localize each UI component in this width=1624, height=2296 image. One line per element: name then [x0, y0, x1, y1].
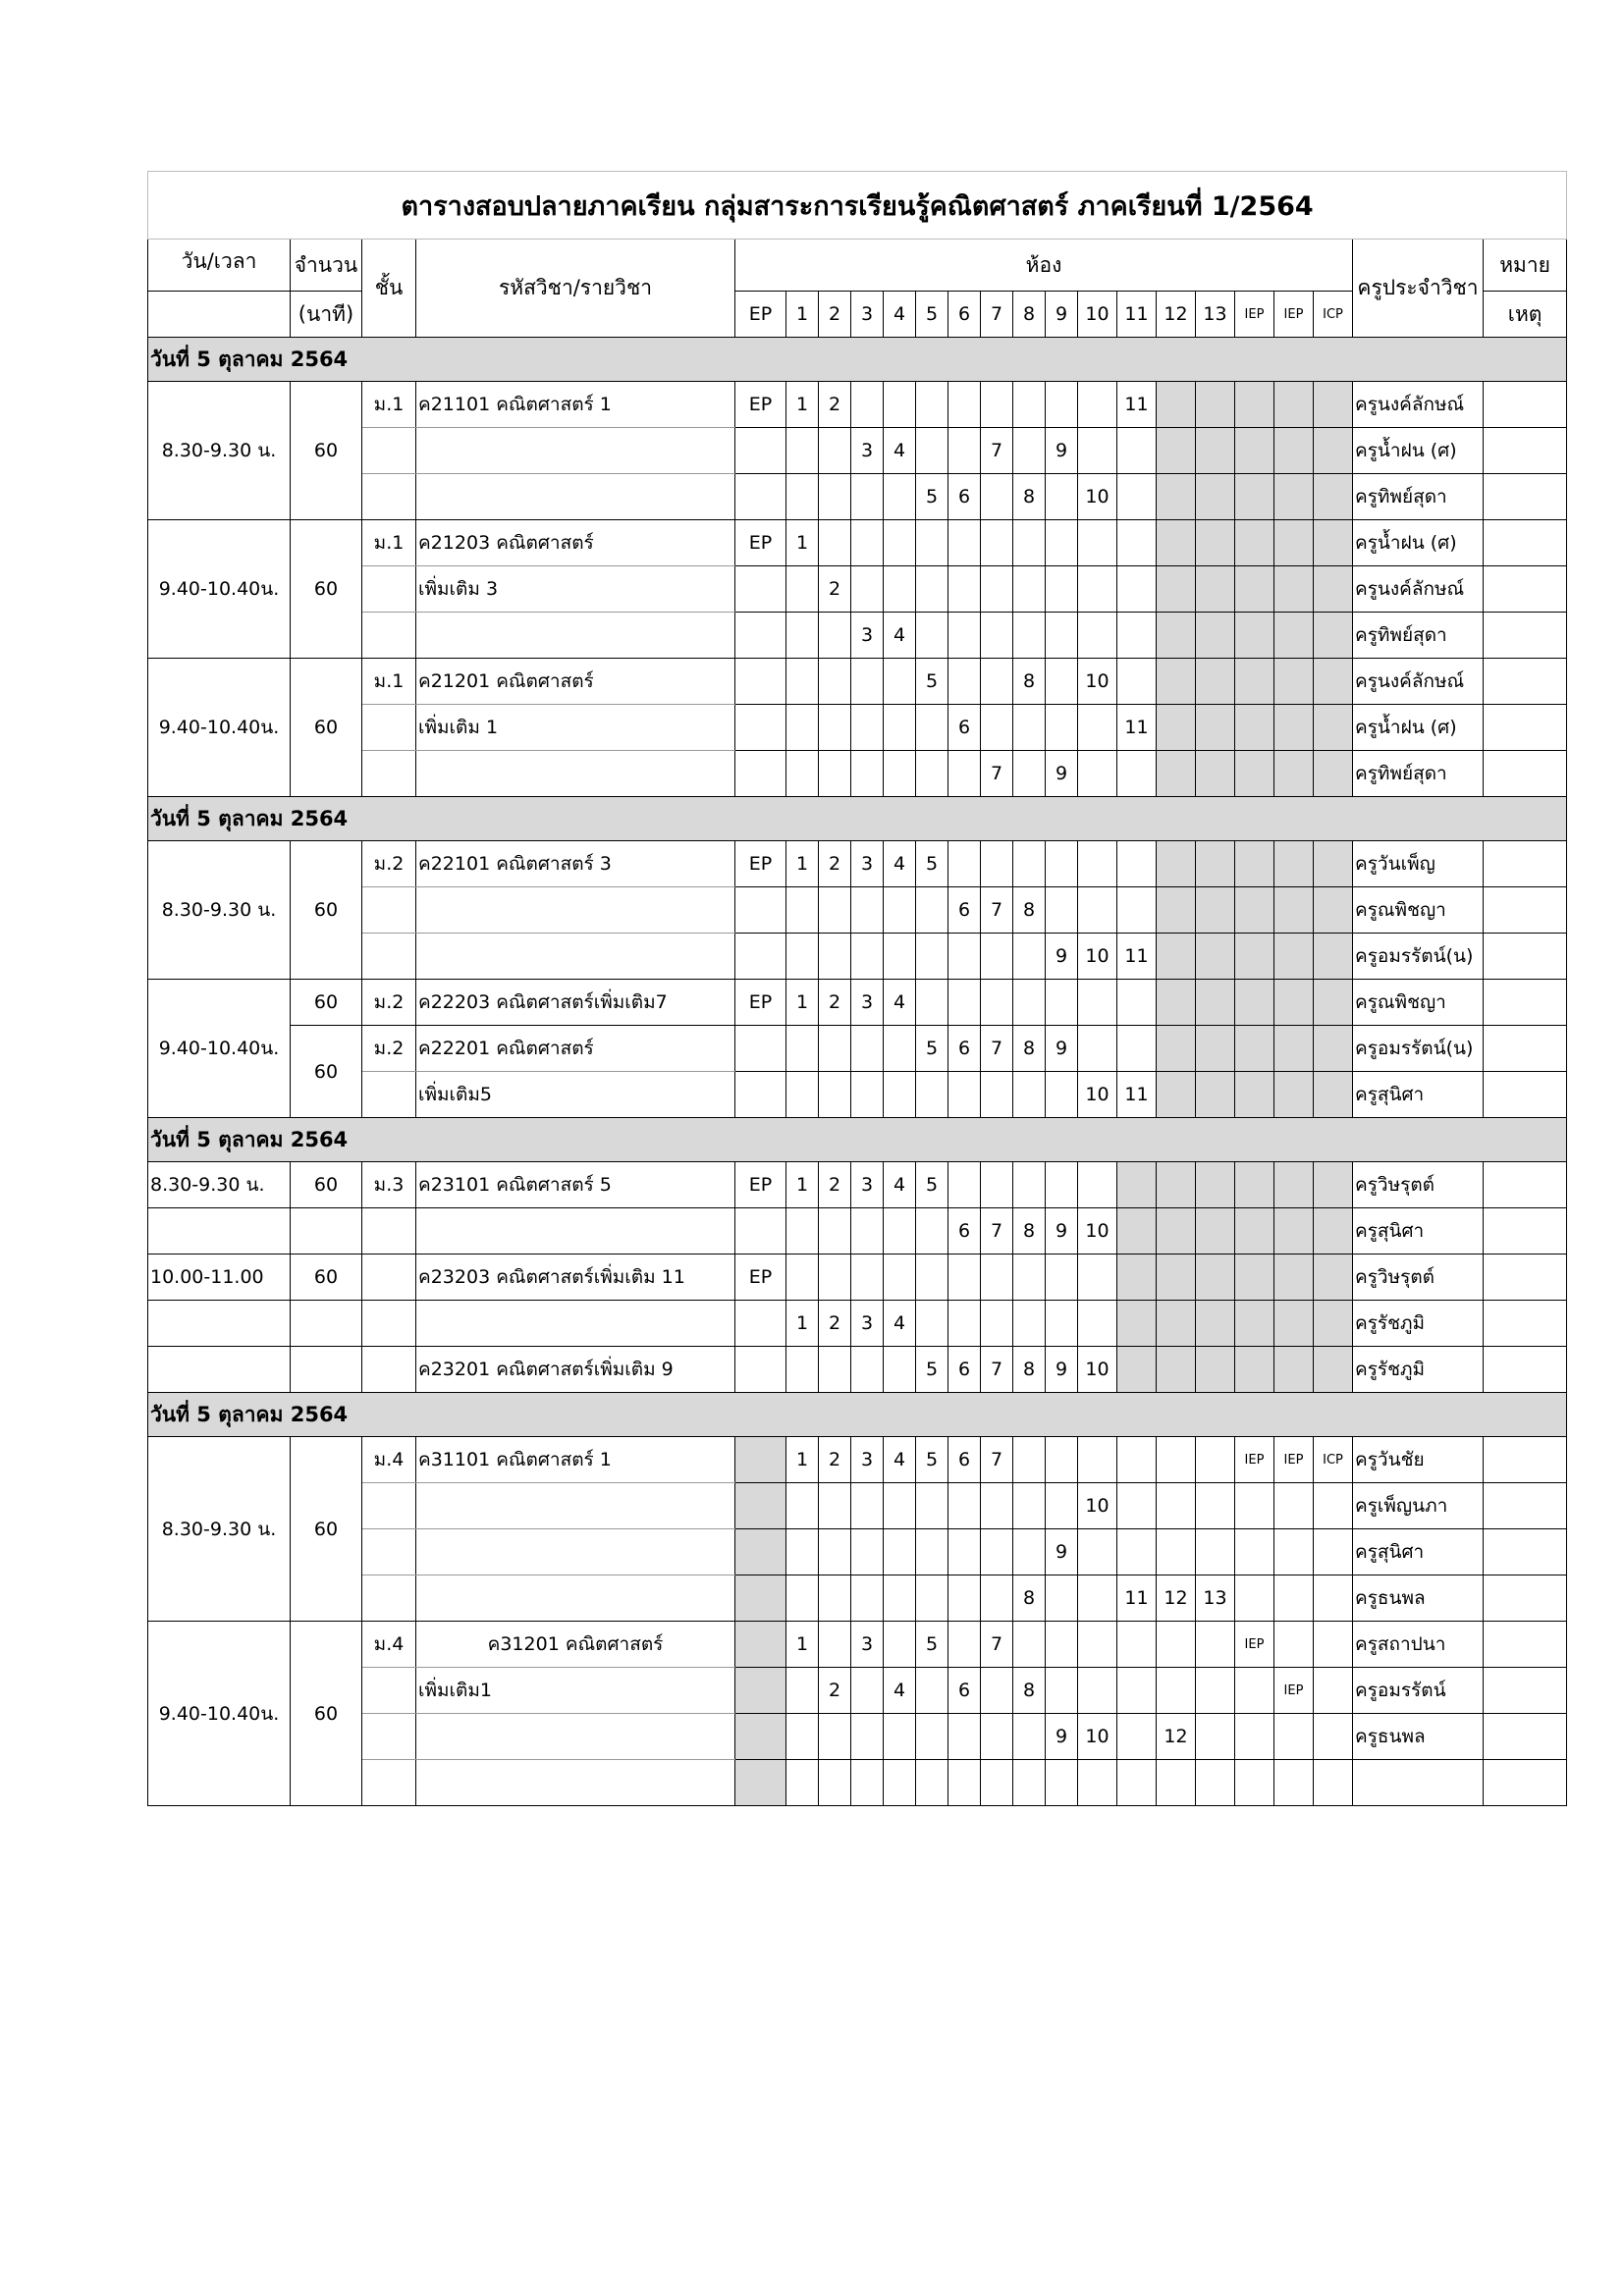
subject-name: ค22201 คณิตศาสตร์ — [416, 1026, 735, 1072]
exam-minutes: 60 — [291, 841, 362, 980]
room-cell: 1 — [786, 382, 819, 428]
page-title: ตารางสอบปลายภาคเรียน กลุ่มสาระการเรียนรู้คณิตศาสตร์ ภาคเรียนที่ 1/2564 — [148, 172, 1567, 240]
room-cell: 3 — [851, 1301, 884, 1347]
room-cell: 9 — [1046, 428, 1078, 474]
room-cell: 3 — [851, 1437, 884, 1483]
room-cell: 4 — [884, 980, 916, 1026]
room-cell: 7 — [981, 1622, 1013, 1668]
teacher-name: ครูนงค์ลักษณ์ — [1353, 566, 1484, 613]
room-header: 8 — [1013, 292, 1046, 338]
room-cell: 8 — [1013, 887, 1046, 934]
teacher-name: ครูธนพล — [1353, 1714, 1484, 1760]
room-header: 11 — [1117, 292, 1157, 338]
teacher-name: ครูนงค์ลักษณ์ — [1353, 659, 1484, 705]
exam-time: 10.00-11.00 — [148, 1255, 291, 1301]
room-cell: 10 — [1078, 1714, 1117, 1760]
grade-level: ม.4 — [362, 1622, 416, 1668]
teacher-name: ครูอมรรัตน์(น) — [1353, 1026, 1484, 1072]
room-cell: 5 — [916, 841, 948, 887]
subject-name-cont: เพิ่มเติม 1 — [416, 705, 735, 751]
room-cell: 2 — [819, 1668, 851, 1714]
room-cell: 9 — [1046, 1026, 1078, 1072]
grade-level: ม.4 — [362, 1437, 416, 1483]
day-heading: วันที่ 5 ตุลาคม 2564 — [148, 1118, 1567, 1162]
room-header: IEP — [1274, 292, 1314, 338]
room-cell: 7 — [981, 1208, 1013, 1255]
room-cell: 5 — [916, 1026, 948, 1072]
teacher-name: ครูสุนิศา — [1353, 1208, 1484, 1255]
room-cell: 8 — [1013, 474, 1046, 520]
room-cell: 11 — [1117, 1072, 1157, 1118]
room-header: 6 — [948, 292, 981, 338]
header-note-2: เหตุ — [1484, 292, 1567, 338]
room-cell: 10 — [1078, 659, 1117, 705]
room-cell: 11 — [1117, 934, 1157, 980]
subject-name: ค31201 คณิตศาสตร์ — [416, 1622, 735, 1668]
exam-time: 8.30-9.30 น. — [148, 1162, 291, 1208]
teacher-name: ครูวันชัย — [1353, 1437, 1484, 1483]
day-heading: วันที่ 5 ตุลาคม 2564 — [148, 1393, 1567, 1437]
subject-name-cont: เพิ่มเติม5 — [416, 1072, 735, 1118]
room-cell: EP — [735, 1162, 786, 1208]
teacher-name: ครูณพิชญา — [1353, 887, 1484, 934]
room-cell: ICP — [1314, 1437, 1353, 1483]
room-cell: 9 — [1046, 751, 1078, 797]
room-cell: 12 — [1157, 1714, 1196, 1760]
room-cell: 2 — [819, 566, 851, 613]
room-cell: 2 — [819, 1162, 851, 1208]
exam-minutes: 60 — [291, 1437, 362, 1622]
room-cell: EP — [735, 382, 786, 428]
room-cell: 9 — [1046, 1208, 1078, 1255]
subject-name: ค23201 คณิตศาสตร์เพิ่มเติม 9 — [416, 1347, 735, 1393]
exam-minutes: 60 — [291, 659, 362, 797]
room-cell: 1 — [786, 1162, 819, 1208]
room-cell: 11 — [1117, 705, 1157, 751]
teacher-name: ครูสุนิศา — [1353, 1529, 1484, 1575]
room-cell: 2 — [819, 980, 851, 1026]
room-cell: 10 — [1078, 1208, 1117, 1255]
header-day-time: วัน/เวลา — [148, 240, 291, 292]
room-cell: EP — [735, 980, 786, 1026]
room-cell: 9 — [1046, 1347, 1078, 1393]
exam-minutes: 60 — [291, 382, 362, 520]
room-header: 12 — [1157, 292, 1196, 338]
subject-name: ค31101 คณิตศาสตร์ 1 — [416, 1437, 735, 1483]
room-header: 13 — [1196, 292, 1235, 338]
subject-name: ค22101 คณิตศาสตร์ 3 — [416, 841, 735, 887]
exam-time: 9.40-10.40น. — [148, 520, 291, 659]
header-amount: จำนวน — [291, 240, 362, 292]
subject-name-cont: เพิ่มเติม1 — [416, 1668, 735, 1714]
teacher-name: ครูวิษรุตต์ — [1353, 1255, 1484, 1301]
grade-level: ม.1 — [362, 520, 416, 566]
teacher-name: ครูวิษรุตต์ — [1353, 1162, 1484, 1208]
room-cell: 4 — [884, 428, 916, 474]
teacher-name: ครูสุนิศา — [1353, 1072, 1484, 1118]
subject-name: ค22203 คณิตศาสตร์เพิ่มเติม7 — [416, 980, 735, 1026]
room-cell: 4 — [884, 613, 916, 659]
room-cell: 5 — [916, 1622, 948, 1668]
exam-time: 8.30-9.30 น. — [148, 1437, 291, 1622]
room-cell: 4 — [884, 841, 916, 887]
room-cell: 6 — [948, 1668, 981, 1714]
teacher-name: ครูธนพล — [1353, 1575, 1484, 1622]
room-header: 10 — [1078, 292, 1117, 338]
room-cell: 1 — [786, 841, 819, 887]
teacher-name: ครูทิพย์สุดา — [1353, 613, 1484, 659]
room-cell: 4 — [884, 1162, 916, 1208]
grade-level: ม.2 — [362, 980, 416, 1026]
room-header: ICP — [1314, 292, 1353, 338]
header-subject: รหัสวิชา/รายวิชา — [416, 240, 735, 338]
room-cell: 8 — [1013, 1575, 1046, 1622]
room-cell: 13 — [1196, 1575, 1235, 1622]
room-cell: 6 — [948, 474, 981, 520]
room-cell: 6 — [948, 1026, 981, 1072]
room-cell: 8 — [1013, 1208, 1046, 1255]
room-cell: 4 — [884, 1668, 916, 1714]
exam-time: 8.30-9.30 น. — [148, 382, 291, 520]
exam-minutes: 60 — [291, 980, 362, 1026]
room-cell: 7 — [981, 751, 1013, 797]
room-cell: 11 — [1117, 382, 1157, 428]
room-cell: 6 — [948, 887, 981, 934]
teacher-name: ครูอมรรัตน์ — [1353, 1668, 1484, 1714]
teacher-name: ครูน้ำฝน (ศ) — [1353, 705, 1484, 751]
room-cell: 1 — [786, 1437, 819, 1483]
room-cell: 12 — [1157, 1575, 1196, 1622]
room-cell: 3 — [851, 1622, 884, 1668]
room-cell: IEP — [1274, 1437, 1314, 1483]
grade-level: ม.3 — [362, 1162, 416, 1208]
teacher-name: ครูน้ำฝน (ศ) — [1353, 520, 1484, 566]
room-cell: 1 — [786, 1301, 819, 1347]
day-heading: วันที่ 5 ตุลาคม 2564 — [148, 338, 1567, 382]
exam-minutes: 60 — [291, 520, 362, 659]
room-cell: 6 — [948, 1437, 981, 1483]
room-header: 2 — [819, 292, 851, 338]
room-cell: IEP — [1274, 1668, 1314, 1714]
room-cell: 5 — [916, 659, 948, 705]
header-minutes: (นาที) — [291, 292, 362, 338]
room-cell: EP — [735, 520, 786, 566]
room-cell: IEP — [1235, 1437, 1274, 1483]
grade-level: ม.1 — [362, 382, 416, 428]
room-cell: 3 — [851, 841, 884, 887]
room-cell: 7 — [981, 1026, 1013, 1072]
room-cell: 1 — [786, 520, 819, 566]
room-cell: 10 — [1078, 1072, 1117, 1118]
room-cell: 10 — [1078, 474, 1117, 520]
room-cell: 11 — [1117, 1575, 1157, 1622]
room-header: 3 — [851, 292, 884, 338]
header-grade: ชั้น — [362, 240, 416, 338]
room-header: 9 — [1046, 292, 1078, 338]
room-cell: 1 — [786, 980, 819, 1026]
exam-time: 9.40-10.40น. — [148, 659, 291, 797]
room-cell: 2 — [819, 1301, 851, 1347]
room-cell: 10 — [1078, 1347, 1117, 1393]
room-cell: 3 — [851, 613, 884, 659]
teacher-name: ครูรัชภูมิ — [1353, 1301, 1484, 1347]
teacher-name: ครูณพิชญา — [1353, 980, 1484, 1026]
room-cell: EP — [735, 1255, 786, 1301]
subject-name: ค23101 คณิตศาสตร์ 5 — [416, 1162, 735, 1208]
room-cell: 7 — [981, 1347, 1013, 1393]
room-header: 5 — [916, 292, 948, 338]
exam-time: 9.40-10.40น. — [148, 1622, 291, 1806]
room-cell: 8 — [1013, 1668, 1046, 1714]
exam-minutes: 60 — [291, 1026, 362, 1118]
teacher-name: ครูอมรรัตน์(น) — [1353, 934, 1484, 980]
exam-time: 9.40-10.40น. — [148, 980, 291, 1118]
room-cell: 8 — [1013, 1026, 1046, 1072]
room-cell: 2 — [819, 841, 851, 887]
room-cell: 1 — [786, 1622, 819, 1668]
room-cell: EP — [735, 841, 786, 887]
room-cell: 5 — [916, 1347, 948, 1393]
header-day-time-blank — [148, 292, 291, 338]
grade-level: ม.1 — [362, 659, 416, 705]
room-cell: 4 — [884, 1301, 916, 1347]
subject-name: ค23203 คณิตศาสตร์เพิ่มเติม 11 — [416, 1255, 735, 1301]
room-cell: 5 — [916, 1437, 948, 1483]
header-teacher: ครูประจำวิชา — [1353, 240, 1484, 338]
room-cell: 3 — [851, 1162, 884, 1208]
grade-level: ม.2 — [362, 1026, 416, 1072]
room-header: 7 — [981, 292, 1013, 338]
exam-minutes: 60 — [291, 1255, 362, 1301]
teacher-name: ครูทิพย์สุดา — [1353, 751, 1484, 797]
room-cell: 4 — [884, 1437, 916, 1483]
subject-name: ค21203 คณิตศาสตร์ — [416, 520, 735, 566]
subject-name: ค21201 คณิตศาสตร์ — [416, 659, 735, 705]
room-cell: 10 — [1078, 1483, 1117, 1529]
teacher-name: ครูรัชภูมิ — [1353, 1347, 1484, 1393]
exam-schedule-sheet — [147, 171, 1553, 1806]
room-cell: 7 — [981, 428, 1013, 474]
teacher-name: ครูนงค์ลักษณ์ — [1353, 382, 1484, 428]
room-cell: 7 — [981, 887, 1013, 934]
exam-minutes: 60 — [291, 1622, 362, 1806]
room-cell: 6 — [948, 1208, 981, 1255]
room-cell: 2 — [819, 1437, 851, 1483]
room-cell: 5 — [916, 474, 948, 520]
room-cell: 8 — [1013, 1347, 1046, 1393]
header-note-1: หมาย — [1484, 240, 1567, 292]
teacher-name: ครูเพ็ญนภา — [1353, 1483, 1484, 1529]
room-header: 1 — [786, 292, 819, 338]
header-room: ห้อง — [735, 240, 1353, 292]
room-cell: 9 — [1046, 1714, 1078, 1760]
room-cell: 10 — [1078, 934, 1117, 980]
room-cell: IEP — [1235, 1622, 1274, 1668]
room-header: IEP — [1235, 292, 1274, 338]
room-cell: 6 — [948, 705, 981, 751]
teacher-name: ครูสถาปนา — [1353, 1622, 1484, 1668]
room-cell: 6 — [948, 1347, 981, 1393]
room-cell: 7 — [981, 1437, 1013, 1483]
room-header: 4 — [884, 292, 916, 338]
exam-minutes: 60 — [291, 1162, 362, 1208]
teacher-name: ครูทิพย์สุดา — [1353, 474, 1484, 520]
grade-level: ม.2 — [362, 841, 416, 887]
room-cell: 9 — [1046, 1529, 1078, 1575]
subject-name: ค21101 คณิตศาสตร์ 1 — [416, 382, 735, 428]
subject-name-cont: เพิ่มเติม 3 — [416, 566, 735, 613]
room-cell: 2 — [819, 382, 851, 428]
teacher-name: ครูน้ำฝน (ศ) — [1353, 428, 1484, 474]
room-cell: 9 — [1046, 934, 1078, 980]
room-header: EP — [735, 292, 786, 338]
exam-schedule-table — [147, 171, 1567, 1806]
room-cell: 3 — [851, 980, 884, 1026]
room-cell: 5 — [916, 1162, 948, 1208]
teacher-name: ครูวันเพ็ญ — [1353, 841, 1484, 887]
room-cell: 8 — [1013, 659, 1046, 705]
room-cell: 3 — [851, 428, 884, 474]
day-heading: วันที่ 5 ตุลาคม 2564 — [148, 797, 1567, 841]
exam-time: 8.30-9.30 น. — [148, 841, 291, 980]
